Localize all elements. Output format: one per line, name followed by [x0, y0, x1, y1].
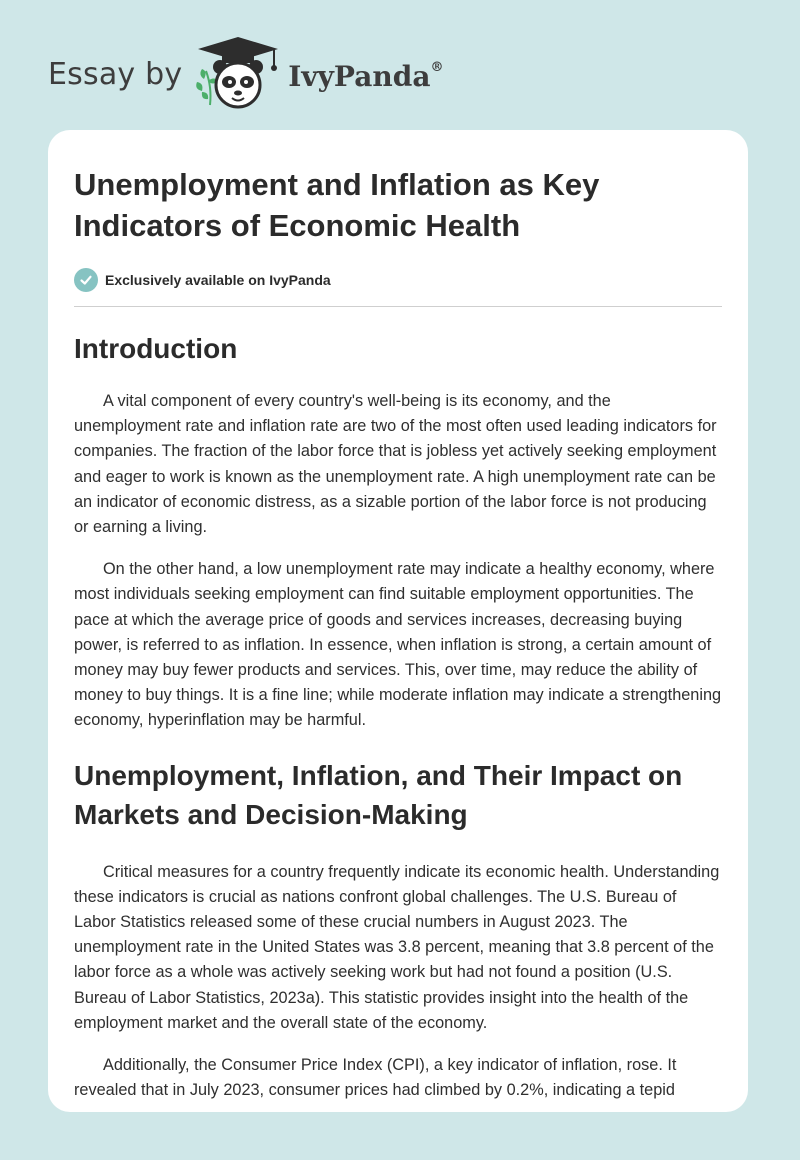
checkmark-icon	[74, 268, 98, 292]
section-heading-impact: Unemployment, Inflation, and Their Impact on Markets and Decision-Making	[74, 759, 683, 830]
panda-graduate-icon[interactable]	[192, 35, 284, 113]
essay-by-label: Essay by	[48, 56, 183, 92]
exclusive-badge	[74, 268, 722, 292]
paragraph: A vital component of every country's well-being is its economy, and the unemployment rate and inflation rate are two of the most often used leading indicators for companies. The fraction of the labor force that is jobless yet actively seeking employment and eager to work is known as the unemployment rate. A high unemployment rate can be an indicator of economic distress, as a sizable portion of the labor force is not producing or earning a living.	[74, 392, 717, 537]
paragraph: On the other hand, a low unemployment rate may indicate a healthy economy, where most individuals seeking employment can find suitable employment opportunities. The pace at which the average price of goods and services increases, decreasing buying power, is referred to as inflation. In essence, when inflation is strong, a certain amount of money may buy fewer products and services. This, over time, may reduce the ability of money to buy things. It is a fine line; while moderate inflation may indicate a strengthening economy, hyperinflation may be harmful.	[74, 560, 722, 730]
exclusive-label: Exclusively available on IvyPanda	[105, 272, 331, 288]
logo-name: IvyPanda	[288, 59, 431, 93]
article-title: Unemployment and Inflation as Key Indicators of Economic Health	[74, 167, 600, 243]
article-card	[48, 130, 748, 1112]
registered-mark: ®	[430, 60, 444, 76]
ivypanda-logo-text[interactable]	[288, 60, 443, 93]
paragraph: Additionally, the Consumer Price Index (CPI), a key indicator of inflation, rose. It revealed that in July 2023, consumer prices had climbed by 0.2%, indicating a tepid	[74, 1056, 677, 1100]
site-header	[48, 34, 443, 114]
divider	[74, 306, 722, 307]
paragraph: Critical measures for a country frequently indicate its economic health. Understanding these indicators is crucial as nations confront global challenges. The U.S. Bureau of Labor Statistics released some of these crucial numbers in August 2023. The unemployment rate in the United States was 3.8 percent, meaning that 3.8 percent of the labor force as a whole was actively seeking work but had not found a position (U.S. Bureau of Labor Statistics, 2023a). This statistic provides insight into the health of the employment market and the overall state of the economy.	[74, 862, 720, 1032]
section-heading-introduction: Introduction	[74, 333, 238, 364]
